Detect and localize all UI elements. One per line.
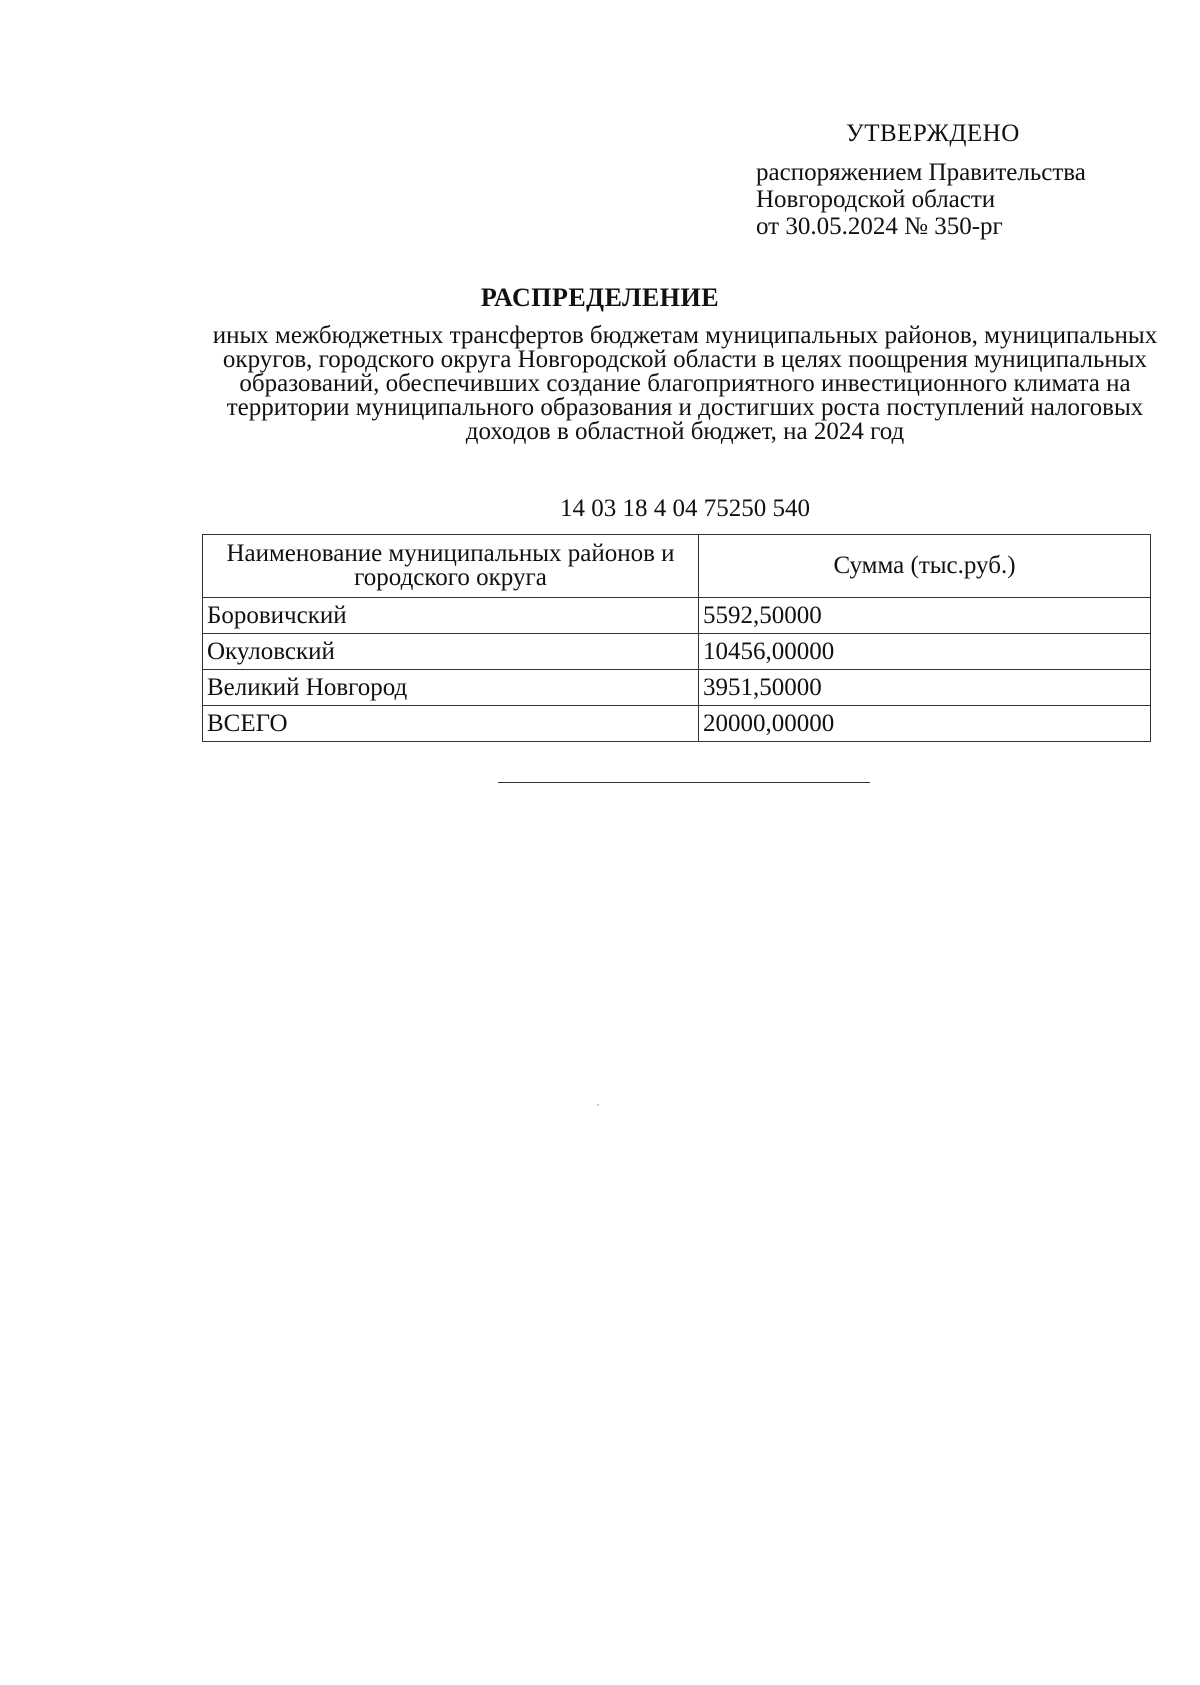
column-header-name: Наименование муниципальных районов и городского округа (203, 535, 699, 598)
document-subtitle: иных межбюджетных трансфертов бюджетам муниципальных районов, муниципальных округов, городского округа Новгородской области в целях поощрения муниципальных образований, обеспечивших создание благоприятного инвестиционного климата на территории муниципального образования и достигших роста поступлений налоговых доходов в областной бюджет, на 2024 год (212, 322, 1158, 445)
approval-line: Новгородской области (756, 186, 996, 213)
total-label: ВСЕГО (203, 706, 699, 742)
transfer-sum: 10456,00000 (699, 634, 1151, 670)
table-row (203, 598, 1151, 634)
table-row (203, 634, 1151, 670)
approval-block (756, 120, 1176, 240)
transfer-sum: 5592,50000 (699, 598, 1151, 634)
municipality-name: Окуловский (203, 634, 699, 670)
municipality-name: Великий Новгород (203, 670, 699, 706)
table-header-row (203, 535, 1151, 598)
column-header-sum: Сумма (тыс.руб.) (699, 535, 1151, 598)
scan-speck (597, 1104, 599, 1106)
end-of-document-rule (498, 782, 870, 783)
total-sum: 20000,00000 (699, 706, 1151, 742)
table-row (203, 670, 1151, 706)
approval-title: УТВЕРЖДЕНО (846, 120, 1020, 147)
approval-line: распоряжением Правительства (756, 159, 1086, 186)
table-row-total (203, 706, 1151, 742)
document-title: РАСПРЕДЕЛЕНИЕ (480, 283, 720, 312)
budget-classification-code: 14 03 18 4 04 75250 540 (560, 495, 810, 522)
distribution-table (202, 534, 1151, 742)
municipality-name: Боровичский (203, 598, 699, 634)
transfer-sum: 3951,50000 (699, 670, 1151, 706)
approval-line: от 30.05.2024 № 350-рг (756, 213, 1003, 240)
